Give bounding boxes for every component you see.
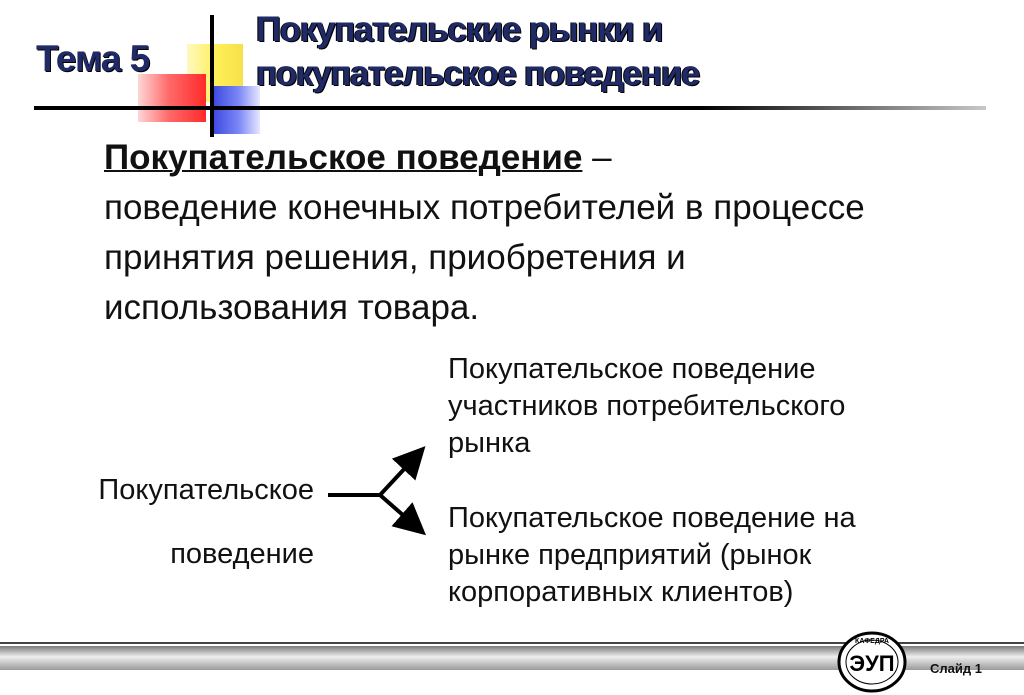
diagram-root-label <box>98 458 314 586</box>
decor-vertical-line <box>210 15 214 137</box>
definition-block <box>104 133 984 333</box>
logo-text: ЭУП <box>849 651 895 676</box>
decor-blue-square <box>212 86 260 134</box>
branch-top-line-2: участников потребительского <box>448 390 846 422</box>
slide-title <box>256 8 699 96</box>
branch-bottom-line-2: рынке предприятий (рынок <box>448 539 812 571</box>
branch-consumer-market <box>448 351 845 462</box>
slide-number: Слайд 1 <box>930 661 982 676</box>
definition-first-line <box>104 133 984 183</box>
logo-caption: КАФЕДРА <box>855 638 889 645</box>
branch-bottom-line-3: корпоративных клиентов) <box>448 576 794 608</box>
topic-label: Тема 5 <box>36 38 150 79</box>
branch-top-line-1: Покупательское поведение <box>448 353 816 385</box>
decor-red-square <box>138 74 206 122</box>
department-logo <box>836 630 908 694</box>
slide-title-line-1: Покупательские рынки и <box>256 10 663 49</box>
branch-connector <box>320 438 440 548</box>
branch-business-market <box>448 500 856 611</box>
definition-line-1: поведение конечных потребителей в процессе <box>104 188 865 227</box>
definition-dash: – <box>582 138 612 177</box>
header-divider <box>34 106 986 110</box>
definition-line-3: использования товара. <box>104 288 480 327</box>
definition-term: Покупательское поведение <box>104 138 583 177</box>
arrow-up <box>380 452 420 495</box>
slide-title-line-2: покупательское поведение <box>256 54 700 93</box>
definition-line-2: принятия решения, приобретения и <box>104 238 686 277</box>
diagram-root-line-2: поведение <box>170 538 314 570</box>
branch-top-line-3: рынка <box>448 427 531 459</box>
diagram-root-line-1: Покупательское <box>98 474 314 506</box>
arrow-down <box>380 495 420 530</box>
branch-bottom-line-1: Покупательское поведение на <box>448 502 856 534</box>
